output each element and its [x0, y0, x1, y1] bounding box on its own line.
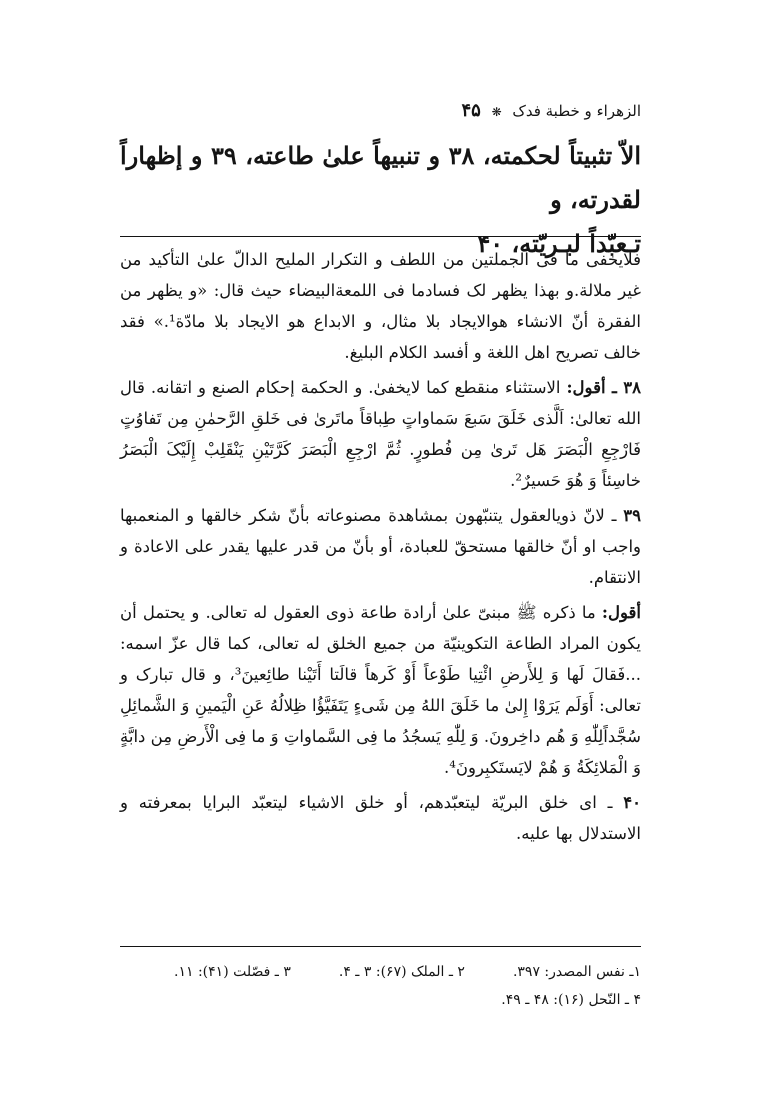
commentary-text-40: ـ ای خلق البریّة لیتعبّدهم، أو خلق الاشیاء لیتعبّد البرایا بمعرفته و الاستدلال بها علیه.	[120, 793, 641, 843]
commentary-paragraph-2	[120, 372, 641, 496]
commentary-paragraph-4	[120, 597, 641, 783]
footnote-divider	[120, 946, 641, 947]
commentary-label-aqul: أقول:	[601, 603, 641, 622]
header-separator: ❋	[491, 105, 502, 119]
footnote-3: ۳ ـ فصّلت (۴۱): ۱۱.	[174, 964, 291, 980]
page-number: ۴۵	[461, 100, 481, 121]
header-title: الزهراء و خطبة فدک	[512, 102, 641, 120]
main-text-line-1: الاّ تثبیتاً لحکمته، ۳۸ و تنبیهاً علیٰ طاعته، ۳۹ و إظهاراً لقدرته، و	[120, 141, 641, 214]
commentary-label-40: ۴۰	[623, 793, 641, 812]
commentary-text-38: الاستثناء منقطع کما لایخفیٰ. و الحکمة إحکام الصنع و اتقانه. قال الله تعالیٰ: اَلَّذی خَلَقَ سَبعَ سَماواتٍ طِباقاً ماتَریٰ فی خَلقِ الرَّحمٰنِ مِن تَفاوُتٍ فَارْجِعِ الْبَصَرَ هَل تَریٰ مِن فُطورٍ. ثُمَّ ارْجِعِ الْبَصَرَ کَرَّتَیْنِ یَنْقَلِبْ إِلَیْکَ الْبَصَرُ خاسِئاً وَ هُوَ حَسیرٌ².	[120, 378, 641, 490]
commentary	[120, 244, 641, 853]
footnote-4: ۴ ـ النّحل (۱۶): ۴۸ ـ ۴۹.	[501, 992, 641, 1008]
commentary-label-38: ۳۸ ـ أقول:	[566, 378, 641, 397]
commentary-paragraph-3	[120, 500, 641, 593]
footnote-1: ۱ـ نفس المصدر: ۳۹۷.	[512, 964, 641, 980]
commentary-text-39: ـ لانّ ذویالعقول یتنبّهون بمشاهدة مصنوعاته بأنّ شکر خالقها و المنعمبها واجب او أنّ خالقها مستحقّ للعبادة، أو بأنّ من قدر علیها یقدر علی الاعادة و الانتقام.	[120, 506, 641, 587]
running-header	[461, 100, 641, 121]
commentary-text-aqul: ما ذکره ﷺ مبنیّ علیٰ أرادة طاعة ذوی العقول له تعالی. و یحتمل أن یکون المراد الطاعة التکوینیّة من جمیع الخلق له تعالی، کما قال عزّ اسمه: ...فَقالَ لَها وَ لِلأَرضِ ائْتِیا طَوْعاً أَوْ کَرهاً قالَتا أَتَیْنا طائِعینَ³، و قال تبارک و تعالی: أَوَلَم یَرَوْا إِلیٰ ما خَلَقَ اللهُ مِن شَیءٍ یَتَفَیَّؤُا ظِلالُهُ عَنِ الْیَمینِ وَ الشَّمائِلِ سُجَّداًلِلّٰهِ وَ هُم داخِرونَ. وَ لِلّٰهِ یَسجُدُ ما فِی السَّماواتِ وَ ما فِی الْأَرضِ مِن دابَّةٍ وَ الْمَلائِکَةُ وَ هُمْ لایَستَکبِرونَ⁴.	[120, 603, 641, 777]
footnote-2: ۲ ـ الملک (۶۷): ۳ ـ ۴.	[338, 964, 465, 980]
commentary-paragraph-5	[120, 787, 641, 849]
footnote-row-1	[120, 958, 641, 986]
footnote-row-2	[120, 986, 641, 1014]
footnotes	[120, 958, 641, 1014]
commentary-paragraph-1: فلایخفی ما فی الجملتین من اللطف و التکرار الملیح الدالّ علیٰ التأکید من غیر ملالة.و بهذا یظهر لک فسادما فی اللمعةالبیضاء حیث قال: «و یظهر من الفقرة أنّ الانشاء هوالایجاد بلا مثال، و الابداع هو الایجاد بلا مادّة¹.» فقد خالف تصریح اهل اللغة و أفسد الکلام البلیغ.	[120, 250, 641, 362]
commentary-label-39: ۳۹	[623, 506, 641, 525]
text-divider	[120, 236, 641, 237]
main-text-line-2: تـعبّداً لبـریّته، ۴۰	[477, 229, 641, 258]
